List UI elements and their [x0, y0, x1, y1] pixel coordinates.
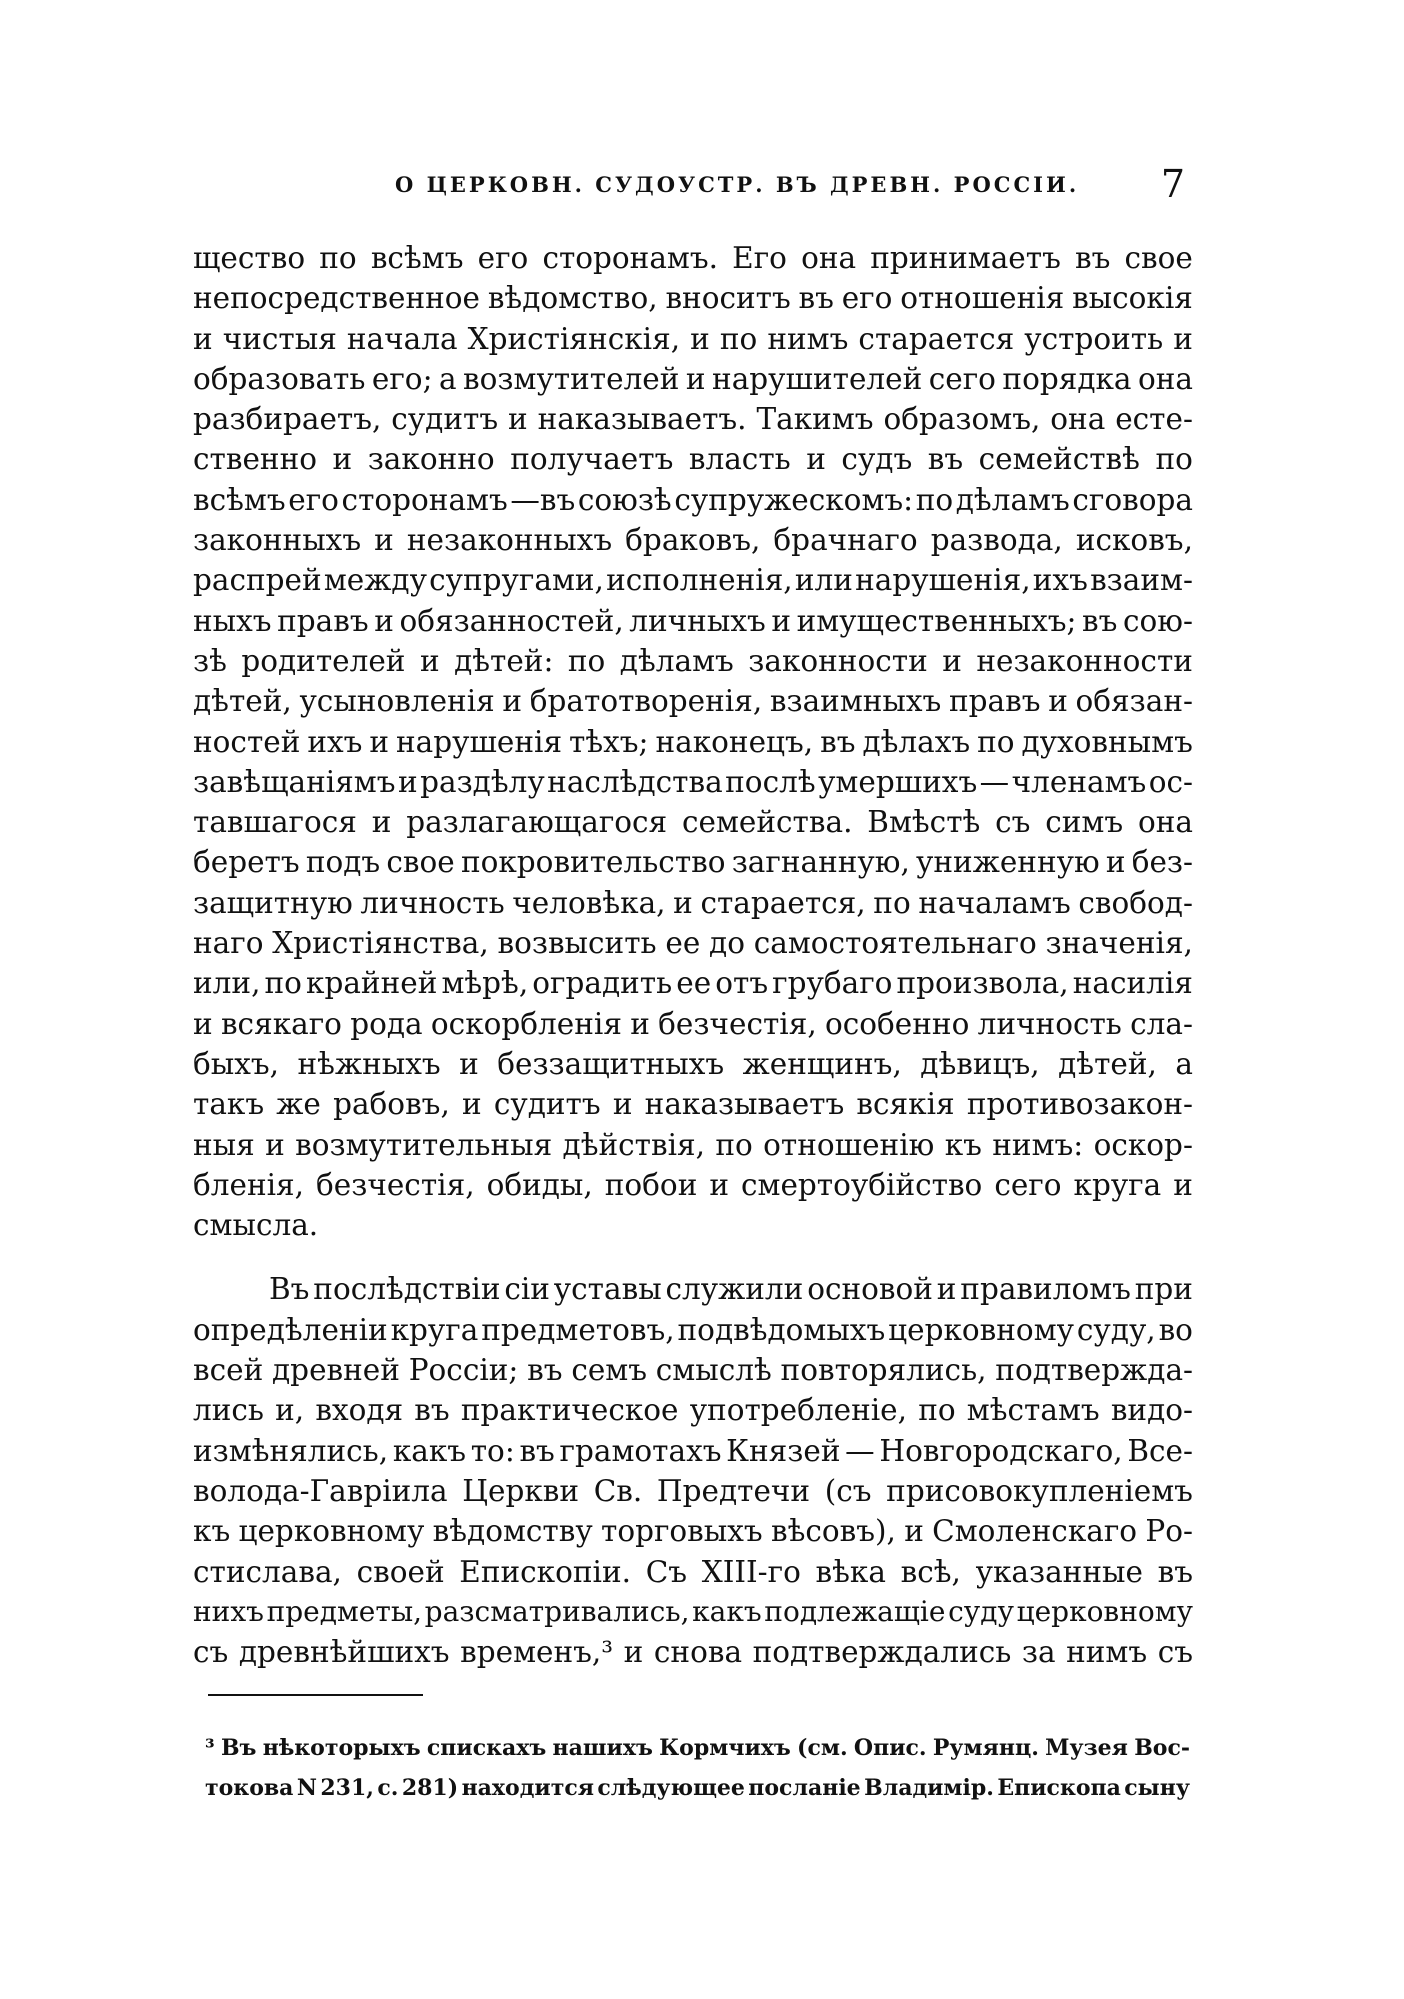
text-line: дѣтей, усыновленія и братотворенія, взаимныхъ правъ и обязан-	[193, 684, 1193, 719]
text-line: такъ же рабовъ, и судитъ и наказываетъ всякія противозакон-	[193, 1087, 1193, 1122]
text-line: смысла.	[193, 1208, 319, 1243]
text-line: щество по всѣмъ его сторонамъ. Его она принимаетъ въ свое	[193, 241, 1193, 275]
text-line: ностей ихъ и нарушенія тѣхъ; наконецъ, въ дѣлахъ по духовнымъ	[193, 724, 1193, 759]
text-line: быхъ, нѣжныхъ и беззащитныхъ женщинъ, дѣвицъ, дѣтей, а	[193, 1046, 1193, 1081]
text-line: нихъ предметы, разсматривались, какъ подлежащіе суду церковному	[193, 1594, 1193, 1628]
running-header	[195, 162, 1185, 208]
text-line: наго Христіянства, возвысить ее до самостоятельнаго значенія,	[193, 926, 1193, 961]
text-line: всѣмъ его сторонамъ —въ союзѣ супружескомъ: по дѣламъ сговора	[193, 482, 1193, 517]
running-title: О ЦЕРКОВН. СУДОУСТР. ВЪ ДРЕВН. РОССІИ.	[395, 172, 1080, 197]
text-line: ственно и законно получаетъ власть и судъ въ семействѣ по	[193, 442, 1193, 477]
text-line: опредѣленіи круга предметовъ, подвѣдомыхъ церковному суду, во	[193, 1312, 1193, 1347]
text-line: завѣщаніямъ и раздѣлу наслѣдства послѣ умершихъ — членамъ ос-	[193, 764, 1193, 799]
paragraph-1	[193, 238, 1193, 1245]
text-line: измѣнялись, какъ то: въ грамотахъ Князей — Новгородскаго, Все-	[193, 1433, 1193, 1468]
text-line: съ древнѣйшихъ временъ,³ и снова подтверждались за нимъ съ	[193, 1635, 1193, 1670]
text-line: образовать его; а возмутителей и нарушителей сего порядка она	[193, 361, 1193, 396]
text-line: къ церковному вѣдомству торговыхъ вѣсовъ), и Смоленскаго Ро-	[193, 1514, 1193, 1549]
text-line: ныя и возмутительныя дѣйствія, по отношенію къ нимъ: оскор-	[193, 1127, 1193, 1162]
page-number: 7	[1160, 162, 1185, 206]
text-line: зѣ родителей и дѣтей: по дѣламъ законности и незаконности	[193, 643, 1193, 678]
text-line: непосредственное вѣдомство, вноситъ въ его отношенія высокія	[193, 281, 1193, 316]
text-line: распрей между супругами, исполненія, или нарушенія, ихъ взаим-	[193, 563, 1193, 598]
footnote-divider	[208, 1694, 423, 1696]
footnotes	[205, 1728, 1190, 1808]
text-line: защитную личность человѣка, и старается, по началамъ свобод-	[193, 885, 1193, 920]
paragraph-2	[193, 1269, 1193, 1672]
text-line: волода-Гавріила Церкви Св. Предтечи (съ присовокупленіемъ	[193, 1473, 1193, 1508]
text-line: ныхъ правъ и обязанностей, личныхъ и имущественныхъ; въ сою-	[193, 603, 1193, 638]
text-line: и всякаго рода оскорбленія и безчестія, особенно личность сла-	[193, 1006, 1193, 1041]
text-line: всей древней Россіи; въ семъ смыслѣ повторялись, подтвержда-	[193, 1353, 1193, 1388]
text-line: беретъ подъ свое покровительство загнанную, униженную и без-	[193, 845, 1193, 880]
text-line: лись и, входя въ практическое употребленіе, по мѣстамъ видо-	[193, 1393, 1193, 1428]
text-line: тавшагося и разлагающагося семейства. Вмѣстѣ съ симъ она	[193, 805, 1193, 840]
body-text	[193, 238, 1193, 1672]
text-line: разбираетъ, судитъ и наказываетъ. Такимъ образомъ, она есте-	[193, 402, 1193, 437]
text-line: стислава, своей Епископіи. Съ XIII-го вѣка всѣ, указанные въ	[193, 1554, 1193, 1589]
text-line: бленія, безчестія, обиды, побои и смертоубійство сего круга и	[193, 1167, 1193, 1202]
text-line: Въ послѣдствіи сіи уставы служили основой и правиломъ при	[269, 1272, 1193, 1307]
text-line: законныхъ и незаконныхъ браковъ, брачнаго развода, исковъ,	[193, 523, 1193, 558]
text-line: или, по крайней мѣрѣ, оградить ее отъ грубаго произвола, насилія	[193, 966, 1193, 1001]
footnote-line: токова N 231, с. 281) находится слѣдующее посланіе Владимір. Епископа сыну	[205, 1775, 1190, 1801]
text-line: и чистыя начала Христіянскія, и по нимъ старается устроить и	[193, 321, 1193, 356]
footnote-line: ³ Въ нѣкоторыхъ спискахъ нашихъ Кормчихъ (см. Опис. Румянц. Музея Вос-	[205, 1735, 1190, 1761]
